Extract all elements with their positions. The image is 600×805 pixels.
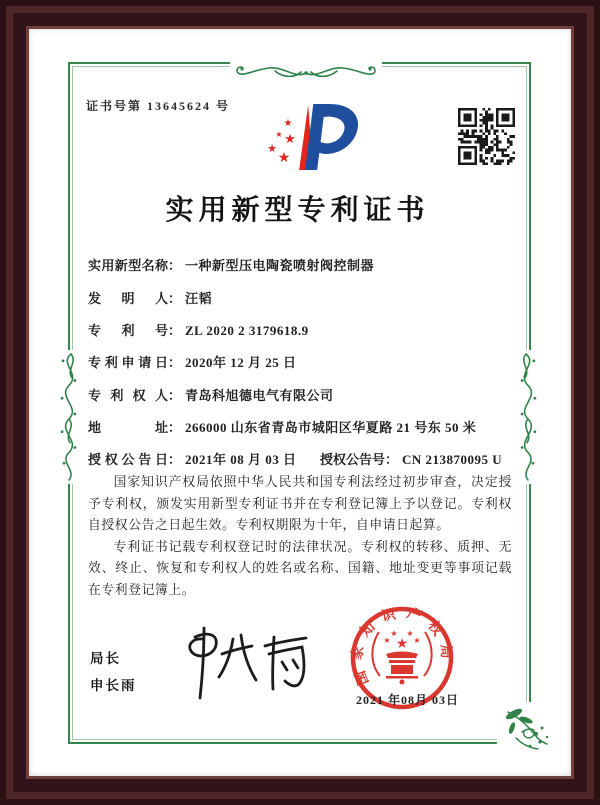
top-scroll-ornament-icon <box>231 58 381 88</box>
seal-date: 2021 年08月 03日 <box>356 693 460 707</box>
field-colon: ： <box>168 452 182 467</box>
field-value: 青岛科旭德电气有限公司 <box>185 388 334 403</box>
corner-floral-ornament-icon <box>502 704 554 756</box>
signer-title: 局长 <box>90 651 121 666</box>
field-label: 实用新型名称 <box>88 258 168 273</box>
field-value: 汪韬 <box>185 291 213 306</box>
field-row-inventor <box>88 288 518 307</box>
field-value: 2021年 08 月 03 日 <box>185 452 297 467</box>
field-colon: ： <box>168 420 182 435</box>
field-value: 一种新型压电陶瓷喷射阀控制器 <box>185 258 375 273</box>
field-label: 发明人 <box>88 291 168 306</box>
svg-text:★: ★ <box>267 142 277 155</box>
qr-code-icon <box>458 108 515 165</box>
left-flourish-ornament-icon <box>56 352 82 482</box>
svg-text:★: ★ <box>284 132 296 147</box>
right-flourish-ornament-icon <box>515 352 541 482</box>
svg-text:★: ★ <box>395 636 409 652</box>
field-value: ZL 2020 2 3179618.9 <box>185 323 309 338</box>
grant-number-group <box>320 449 502 468</box>
svg-text:★: ★ <box>383 636 391 645</box>
director-signature-icon <box>165 622 315 704</box>
field-label: 专利申请日 <box>88 355 168 370</box>
seal-text: 国家知识产权局 <box>349 605 454 687</box>
field-row-name <box>88 255 518 274</box>
field-row-patent-no <box>88 320 518 339</box>
field-label: 授权公告日 <box>88 452 168 467</box>
legal-text <box>88 472 512 601</box>
field-label: 专利号 <box>88 323 168 338</box>
field-row-grant <box>88 449 518 468</box>
field-value: 2020年 12 月 25 日 <box>185 355 297 370</box>
field-value: 266000 山东省青岛市城阳区华夏路 21 号东 50 米 <box>185 420 477 435</box>
certificate-title: 实用新型专利证书 <box>165 195 430 226</box>
svg-text:★: ★ <box>406 629 414 638</box>
legal-paragraph: 国家知识产权局依照中华人民共和国专利法经过初步审查，决定授予专利权，颁发实用新型专利证书并在专利登记簿上予以登记。专利权自授权公告之日起生效。专利权期限为十年，自申请日起算。 <box>88 475 512 532</box>
field-label: 专利权人 <box>88 388 168 403</box>
svg-text:★: ★ <box>277 150 291 166</box>
field-colon: ： <box>168 258 182 273</box>
svg-text:★: ★ <box>413 636 421 645</box>
field-value: CN 213870095 U <box>402 452 503 467</box>
svg-text:★: ★ <box>283 118 293 129</box>
svg-text:★: ★ <box>390 629 398 638</box>
field-colon: ： <box>385 452 399 467</box>
signer-block <box>90 645 137 699</box>
field-row-address <box>88 417 518 436</box>
certificate-number: 证书号第 13645624 号 <box>86 99 231 113</box>
field-row-filing-date <box>88 352 518 371</box>
svg-text:★: ★ <box>275 130 283 139</box>
legal-paragraph: 专利证书记载专利权登记时的法律状况。专利权的转移、质押、无效、终止、恢复和专利权人的姓名或名称、国籍、地址变更等事项记载在专利登记簿上。 <box>88 539 512 597</box>
field-label: 授权公告号 <box>320 452 386 467</box>
field-colon: ： <box>168 388 182 403</box>
cnipa-logo-icon <box>254 98 358 178</box>
signer-name: 申长雨 <box>90 678 137 693</box>
field-colon: ： <box>168 291 182 306</box>
field-colon: ： <box>168 355 182 370</box>
field-colon: ： <box>168 323 182 338</box>
field-row-patentee <box>88 385 518 404</box>
field-label: 地址 <box>88 420 168 435</box>
